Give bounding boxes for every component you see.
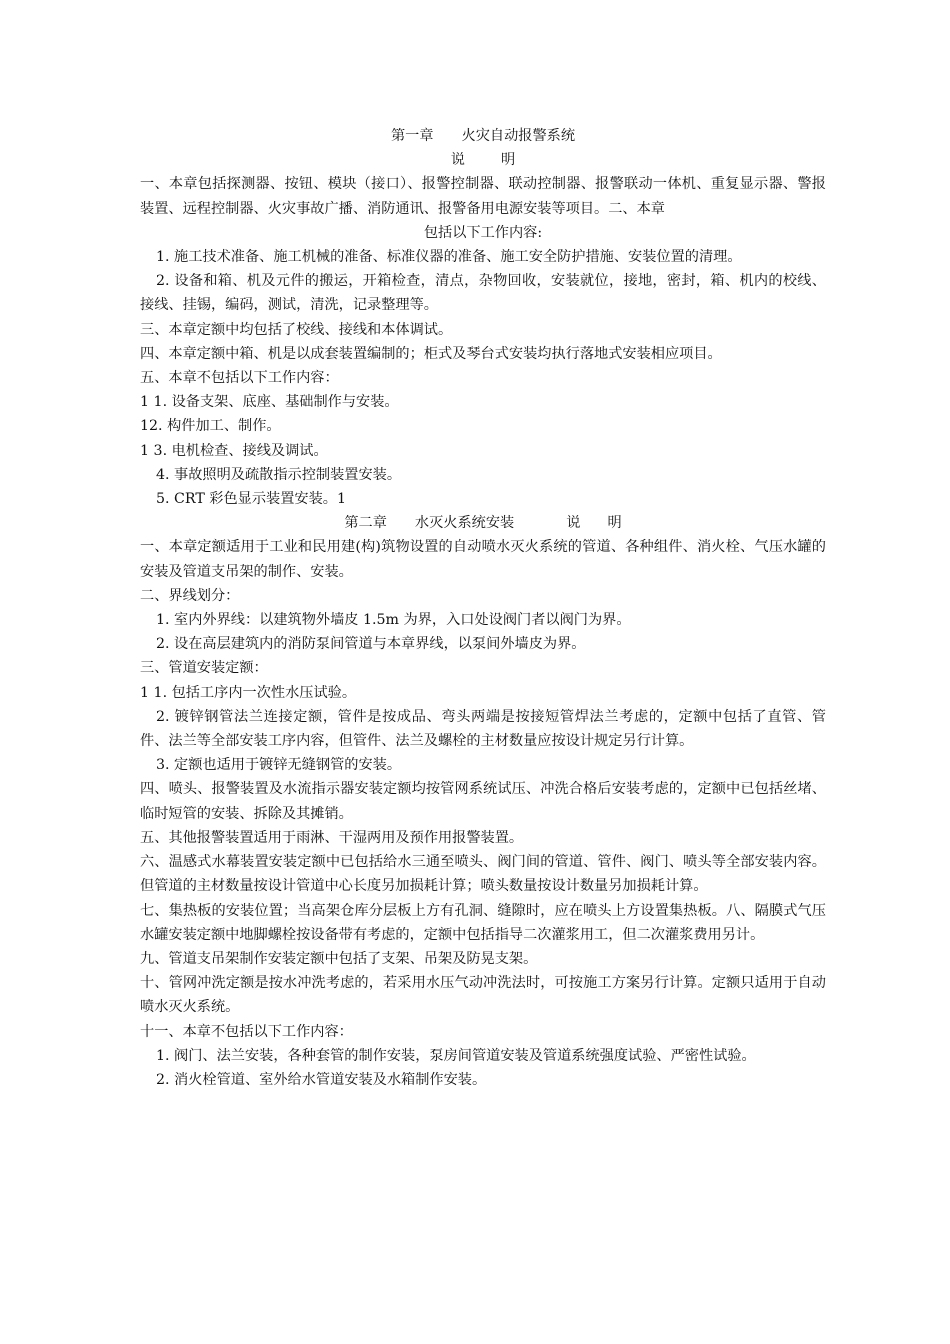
chapter2-boundary-2: 2. 设在高层建筑内的消防泵间管道与本章界线，以泵间外墙皮为界。: [156, 636, 586, 653]
chapter2-paragraph-7: 七、集热板的安装位置；当高架仓库分层板上方有孔洞、缝隙时，应在喷头上方设置集热板。八、隔膜式气压水罐安装定额中地脚螺栓按设备带有考虑的，定额中包括指导二次灌浆用工，但二次灌浆费用另计。: [140, 902, 826, 943]
chapter1-number: 第一章: [390, 128, 434, 144]
chapter2-paragraph-9: 九、管道支吊架制作安装定额中包括了支架、吊架及防晃支架。: [140, 950, 538, 967]
chapter2-pipe-item-2: 2. 镀锌钢管法兰连接定额，管件是按成品、弯头两端是按接短管焊法兰考虑的，定额中包括了直管、管件、法兰等全部安装工序内容，但管件、法兰及螺栓的主材数量应按设计规定另行计算。: [140, 708, 826, 750]
chapter1-exclusion-2: 12. 构件加工、制作。: [140, 418, 281, 435]
chapter1-exclusion-4: 4. 事故照明及疏散指示控制装置安装。: [156, 466, 402, 483]
chapter2-exclusion-1: 1. 阀门、法兰安装，各种套管的制作安装，泵房间管道安装及管道系统强度试验、严密性试验。: [156, 1047, 756, 1064]
chapter1-exclusion-3: 1 3. 电机检查、接线及调试。: [140, 442, 328, 459]
document-page: [140, 124, 826, 1092]
chapter2-pipe-item-3: 3. 定额也适用于镀锌无缝钢管的安装。: [156, 757, 402, 774]
chapter2-explain-heading: 说 明: [566, 515, 622, 532]
chapter1-paragraph-3: 三、本章定额中均包括了校线、接线和本体调试。: [140, 321, 453, 338]
chapter2-paragraph-4: 四、喷头、报警装置及水流指示器安装定额均按管网系统试压、冲洗合格后安装考虑的，定额中已包括丝堵、临时短管的安装、拆除及其摊销。: [140, 781, 826, 822]
chapter1-title: 火灾自动报警系统: [461, 128, 576, 144]
chapter2-paragraph-6: 六、温感式水幕装置安装定额中已包括给水三通至喷头、阀门间的管道、管件、阀门、喷头等全部安装内容。但管道的主材数量按设计管道中心长度另加损耗计算；喷头数量按设计数量另加损耗计算。: [140, 854, 826, 895]
chapter2-number: 第二章: [344, 515, 387, 532]
chapter1-paragraph-1: 一、本章包括探测器、按钮、模块（接口）、报警控制器、联动控制器、报警联动一体机、重复显示器、警报装置、远程控制器、火灾事故广播、消防通讯、报警备用电源安装等项目。二、本章: [140, 176, 826, 217]
chapter2-title: 水灭火系统安装: [414, 515, 515, 532]
chapter2-heading: [140, 511, 826, 535]
chapter2-paragraph-11: 十一、本章不包括以下工作内容：: [140, 1023, 353, 1040]
chapter1-paragraph-5: 五、本章不包括以下工作内容：: [140, 370, 339, 387]
chapter2-exclusion-2: 2. 消火栓管道、室外给水管道安装及水箱制作安装。: [156, 1071, 487, 1088]
chapter2-pipe-item-1: 1 1. 包括工序内一次性水压试验。: [140, 684, 357, 701]
chapter2-boundary-1: 1. 室内外界线：以建筑物外墙皮 1.5m 为界，入口处设阀门者以阀门为界。: [156, 612, 631, 629]
chapter2-paragraph-3: 三、管道安装定额：: [140, 660, 268, 677]
chapter1-paragraph-1-cont: 包括以下工作内容:: [423, 224, 543, 241]
chapter2-paragraph-5: 五、其他报警装置适用于雨淋、干湿两用及预作用报警装置。: [140, 829, 524, 846]
chapter2-paragraph-1: 一、本章定额适用于工业和民用建(构)筑物设置的自动喷水灭火系统的管道、各种组件、消火栓、气压水罐的安装及管道支吊架的制作、安装。: [140, 539, 826, 580]
chapter1-paragraph-4: 四、本章定额中箱、机是以成套装置编制的；柜式及琴台式安装均执行落地式安装相应项目。: [140, 345, 722, 362]
chapter1-exclusion-5: 5. CRT 彩色显示装置安装。1: [156, 491, 347, 508]
chapter1-explain-heading: 说 明: [450, 152, 516, 169]
chapter2-paragraph-2: 二、界线划分：: [140, 587, 240, 604]
chapter1-exclusion-1: 1 1. 设备支架、底座、基础制作与安装。: [140, 394, 399, 411]
chapter2-paragraph-10: 十、管网冲洗定额是按水冲洗考虑的，若采用水压气动冲洗法时，可按施工方案另行计算。定额只适用于自动喷水灭火系统。: [140, 975, 826, 1016]
chapter1-item-1: 1. 施工技术准备、施工机械的准备、标准仪器的准备、施工安全防护措施、安装位置的清理。: [156, 249, 742, 266]
chapter1-heading: [140, 124, 826, 148]
chapter1-item-2: 2. 设备和箱、机及元件的搬运，开箱检查，清点，杂物回收，安装就位，接地，密封，箱、机内的校线、接线、挂锡，编码，测试，清洗，记录整理等。: [140, 273, 826, 314]
